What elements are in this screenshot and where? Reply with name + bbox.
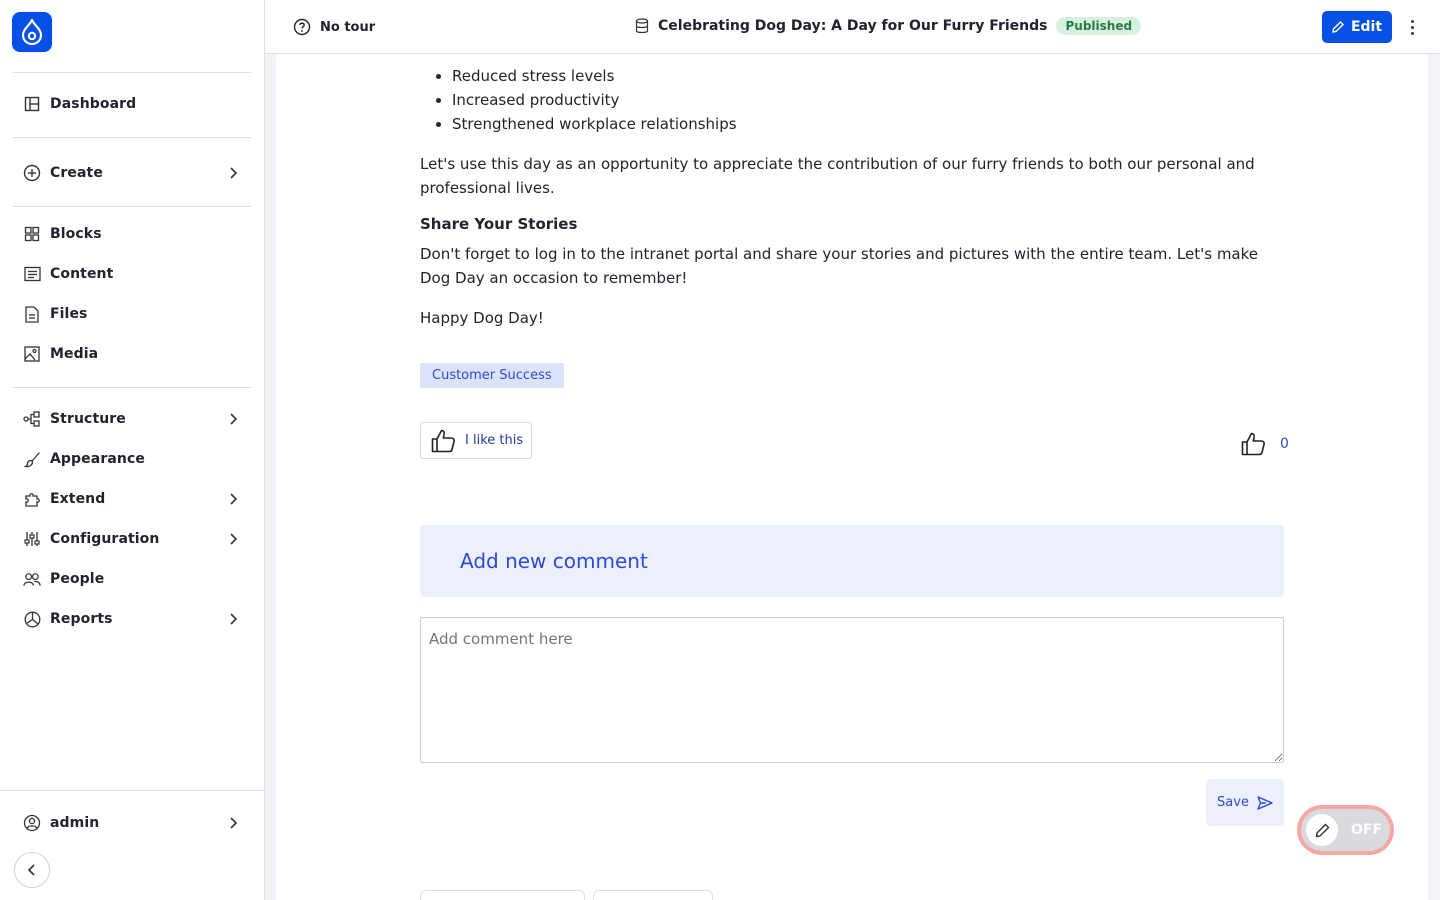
- sliders-icon: [23, 530, 41, 548]
- dashboard-icon: [23, 95, 41, 113]
- list-item: • Reduced stress levels: [452, 64, 1290, 88]
- sidebar-item-label: Content: [50, 266, 114, 282]
- sidebar-item-reports[interactable]: [13, 601, 251, 637]
- tour-button[interactable]: [293, 18, 375, 36]
- article-paragraph: Happy Dog Day!: [420, 309, 544, 327]
- main-content: [276, 54, 1428, 900]
- status-badge: Published: [1056, 17, 1141, 35]
- divider: [13, 137, 251, 138]
- more-options-icon[interactable]: [1405, 17, 1419, 37]
- pencil-icon: [1332, 21, 1344, 33]
- media-icon: [23, 345, 41, 363]
- sidebar-item-media[interactable]: [13, 336, 251, 372]
- like-label: I like this: [465, 433, 524, 448]
- sidebar-item-extend[interactable]: [13, 481, 251, 517]
- chevron-right-icon: [225, 491, 241, 507]
- sidebar-item-files[interactable]: [13, 296, 251, 332]
- article-paragraph: Let's use this day as an opportunity to appreciate the contribution of our furry friends to both our personal and professional lives.: [420, 155, 1255, 197]
- sidebar-item-label: Structure: [50, 411, 126, 427]
- sidebar-item-configuration[interactable]: [13, 521, 251, 557]
- sidebar-item-admin[interactable]: [13, 805, 251, 841]
- structure-icon: [23, 410, 41, 428]
- database-icon: [635, 18, 649, 34]
- divider: [13, 72, 251, 73]
- comment-heading: Add new comment: [460, 549, 648, 573]
- save-label: Save: [1217, 795, 1249, 810]
- file-icon: [23, 305, 41, 323]
- chevron-left-icon: [25, 863, 39, 877]
- article-body: [420, 64, 1290, 330]
- sidebar-item-label: Create: [50, 165, 103, 181]
- sidebar-item-label: Media: [50, 346, 99, 362]
- page-title: Celebrating Dog Day: A Day for Our Furry Friends: [658, 18, 1048, 34]
- edit-mode-toggle[interactable]: [1297, 805, 1394, 855]
- list-item: • Increased productivity: [452, 88, 1290, 112]
- sidebar-item-appearance[interactable]: [13, 441, 251, 477]
- thumbs-up-icon: [431, 429, 456, 453]
- sidebar-item-label: Reports: [50, 611, 113, 627]
- comment-section-header: [420, 525, 1284, 597]
- toggle-track: [1301, 809, 1390, 851]
- article-paragraph: Don't forget to log in to the intranet portal and share your stories and pictures with the entire team. Let's make Dog Day an occasion to remember!: [420, 245, 1259, 287]
- sidebar-item-label: Dashboard: [50, 96, 137, 112]
- plus-circle-icon: [23, 164, 41, 182]
- toggle-knob: [1306, 814, 1338, 846]
- edit-button[interactable]: [1322, 11, 1392, 43]
- list-item: • Strengthened workplace relationships: [452, 112, 1290, 136]
- chevron-right-icon: [225, 611, 241, 627]
- pencil-icon: [1315, 823, 1330, 838]
- sidebar: [0, 0, 265, 900]
- sidebar-item-label: People: [50, 571, 105, 587]
- chevron-right-icon: [225, 165, 241, 181]
- content-icon: [23, 265, 41, 283]
- sidebar-item-blocks[interactable]: [13, 216, 251, 252]
- benefit-list: [420, 64, 1290, 136]
- tab[interactable]: [593, 890, 713, 900]
- sidebar-item-content[interactable]: [13, 256, 251, 292]
- blocks-icon: [23, 225, 41, 243]
- drop-icon: [21, 19, 43, 45]
- sidebar-item-people[interactable]: [13, 561, 251, 597]
- send-icon: [1257, 796, 1273, 810]
- sidebar-item-create[interactable]: [13, 155, 251, 191]
- brush-icon: [23, 450, 41, 468]
- chevron-right-icon: [225, 815, 241, 831]
- edit-label: Edit: [1350, 19, 1383, 35]
- section-heading: Share Your Stories: [420, 215, 578, 233]
- top-bar: [265, 0, 1440, 54]
- sidebar-item-label: Blocks: [50, 226, 102, 242]
- sidebar-item-label: Files: [50, 306, 88, 322]
- save-button[interactable]: [1206, 779, 1284, 826]
- sidebar-item-dashboard[interactable]: [13, 86, 251, 122]
- sidebar-item-label: admin: [50, 815, 100, 831]
- drupal-logo[interactable]: [12, 12, 52, 52]
- thumbs-up-icon: [1241, 432, 1266, 456]
- divider: [0, 790, 264, 791]
- chart-pie-icon: [23, 610, 41, 628]
- like-count-value: 0: [1280, 436, 1289, 452]
- divider: [13, 387, 251, 388]
- chevron-right-icon: [225, 411, 241, 427]
- sidebar-item-label: Appearance: [50, 451, 145, 467]
- like-counter: [1241, 432, 1289, 456]
- comment-textarea[interactable]: [420, 617, 1284, 763]
- tour-label: No tour: [320, 19, 376, 35]
- toggle-label: OFF: [1351, 822, 1383, 838]
- sidebar-item-structure[interactable]: [13, 401, 251, 437]
- sidebar-item-label: Configuration: [50, 531, 160, 547]
- like-button[interactable]: [420, 422, 532, 459]
- divider: [13, 206, 251, 207]
- page-title-area: [635, 17, 1141, 35]
- sidebar-item-label: Extend: [50, 491, 106, 507]
- user-circle-icon: [23, 814, 41, 832]
- help-circle-icon: [293, 18, 311, 36]
- tag-link[interactable]: Customer Success: [420, 363, 564, 388]
- puzzle-icon: [23, 490, 41, 508]
- collapse-sidebar-button[interactable]: [14, 852, 50, 888]
- people-icon: [23, 570, 41, 588]
- tab[interactable]: [420, 890, 585, 900]
- chevron-right-icon: [225, 531, 241, 547]
